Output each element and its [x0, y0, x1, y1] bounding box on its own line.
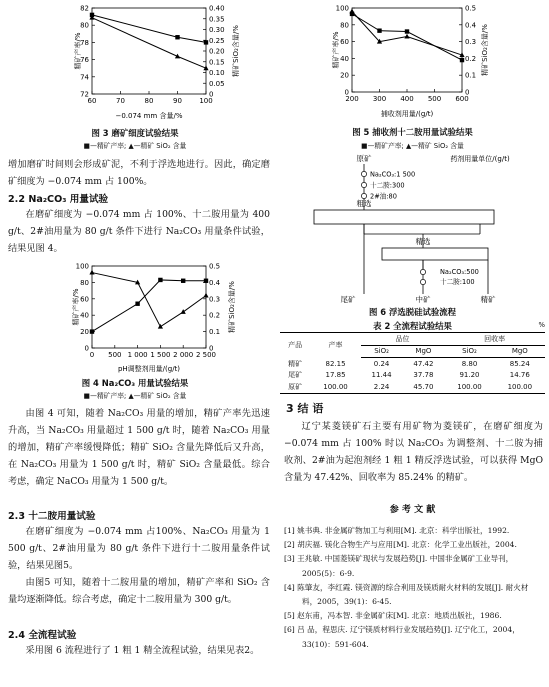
- paragraph-grinding-conclusion: 增加磨矿时间则会形成矿泥，不利于浮选地进行。因此，确定磨矿细度为 −0.074 mm 占 100%。: [8, 159, 270, 187]
- table2-subheader: SiO₂: [444, 345, 494, 358]
- fig4-ylabel-left: 精矿产率/%: [72, 288, 80, 326]
- y-tick-label-right: 0.3: [465, 38, 477, 47]
- y-tick-label-right: 0.10: [209, 69, 225, 77]
- data-point-triangle: [89, 270, 94, 275]
- x-tick-label: 2 500: [195, 351, 217, 359]
- y-tick-label-right: 0: [465, 88, 470, 97]
- heading-3-conclusion: 3 结 语: [286, 402, 324, 415]
- flow-cleaner-reagent-1: Na₂CO₃:500: [440, 268, 479, 276]
- paragraph-na2co3-setup: 在磨矿细度为 −0.074 mm 占 100%、十二胺用量为 400 g/t、2#油用量为 80 g/t 条件下进行 Na₂CO₃ 用量条件试验，结果见图 4。: [8, 209, 270, 254]
- x-tick-label: 200: [345, 95, 359, 103]
- reference-item: [6] 吕 品，程思庆. 辽宁镁质材料行业发展趋势[J]. 辽宁化工，2004，33(10)：591-604.: [284, 625, 520, 649]
- table-cell: 精矿: [288, 359, 303, 368]
- x-tick-label: 100: [199, 97, 213, 105]
- flow-rougher-dosing: [361, 171, 415, 201]
- series-line-triangle: [92, 18, 206, 69]
- x-tick-label: 90: [173, 97, 182, 105]
- x-tick-label: 1 000: [127, 351, 148, 359]
- flow-dose-point-4: [420, 269, 425, 274]
- y-tick-label-left: 80: [80, 21, 89, 30]
- fig5-caption: 图 5 捕收剂十二胺用量试验结果: [352, 127, 473, 137]
- table-cell: 100.00: [310, 381, 360, 393]
- flow-concentrate-label: 精矿: [480, 295, 496, 304]
- flow-dose-point-3: [361, 193, 366, 198]
- series-line-square: [92, 15, 206, 43]
- fig4-plot-frame: [92, 266, 206, 348]
- table-row: [280, 370, 545, 382]
- y-tick-label-left: 72: [80, 90, 89, 99]
- reference-item: [3] 王兆敏. 中国菱镁矿现状与发展趋势[J]. 中国非金属矿工业导刊，2005(5)：6-9.: [284, 554, 514, 578]
- y-tick-label-left: 60: [80, 295, 89, 304]
- table2-header-product: 产品: [280, 333, 310, 358]
- reference-item: [1] 姚书典. 非金属矿物加工与利用[M]. 北京：科学出版社，1992.: [284, 526, 510, 535]
- paragraph-na2co3-discussion: 由图 4 可知，随着 Na₂CO₃ 用量的增加，精矿产率先迅速升高，当 Na₂CO₃ 用量超过 1 500 g/t 时，随着 Na₂CO₃ 用量的增加，精矿产率缓慢降低；精矿 SiO₂ 含量先降低后又升高，在 Na₂CO₃ 用量为 1 500 g/t 时，精矿 SiO₂ 含量最低。综合考虑，确定 NaCO₃ 用量为 1 500 g/t。: [8, 408, 270, 487]
- y-tick-label-right: 0.1: [465, 71, 477, 80]
- y-tick-label-left: 40: [80, 311, 89, 320]
- y-tick-label-left: 74: [80, 73, 89, 82]
- y-tick-label-left: 80: [340, 21, 349, 30]
- y-tick-label-right: 0.4: [209, 278, 221, 287]
- flow-tailings-label: 尾矿: [340, 295, 356, 304]
- y-tick-label-right: 0.2: [209, 311, 221, 320]
- fig3-plot-frame: [92, 8, 206, 94]
- fig3-ylabel-right: 精矿SiO₂含量/%: [232, 25, 240, 77]
- flow-cleaner-reagent-2: 十二胺:100: [440, 278, 475, 286]
- data-point-square: [405, 29, 409, 33]
- data-point-triangle: [158, 324, 163, 329]
- x-tick-label: 80: [144, 97, 154, 105]
- flow-rougher-reagent-2: 十二胺:300: [370, 181, 405, 190]
- y-tick-label-left: 80: [80, 278, 89, 287]
- x-tick-label: 1 500: [150, 351, 171, 359]
- fig4-legend: ■—精矿产率; ▲—精矿 SiO₂ 含量: [83, 392, 187, 400]
- y-tick-label-right: 0.5: [209, 262, 221, 271]
- y-tick-label-left: 82: [80, 4, 89, 13]
- fig4-xlabel: pH调整剂用量/(g/t): [117, 365, 181, 373]
- x-tick-label: 400: [400, 95, 414, 103]
- table-cell: 尾矿: [288, 371, 303, 380]
- heading-2-3: 2.3 十二胺用量试验: [8, 511, 96, 522]
- flow-middlings-label: 中矿: [415, 295, 431, 304]
- heading-2-4: 2.4 全流程试验: [8, 630, 77, 641]
- y-tick-label-right: 0.40: [209, 4, 225, 13]
- reference-item: [2] 胡庆福. 镁化合物生产与应用[M]. 北京：化学工业出版社，2004.: [284, 540, 517, 550]
- y-tick-label-right: 0.05: [209, 79, 225, 88]
- table-cell: 100.00: [444, 381, 494, 393]
- flow-rougher-reagent-3: 2#油:80: [370, 192, 397, 201]
- table-cell: 82.15: [325, 359, 346, 368]
- data-point-square: [175, 35, 179, 39]
- y-tick-label-left: 60: [340, 38, 349, 47]
- y-tick-label-right: 0: [209, 344, 214, 353]
- table-cell: 45.70: [403, 381, 445, 393]
- data-point-square: [90, 329, 94, 333]
- references-title: 参 考 文 献: [389, 505, 436, 515]
- fig3-caption: 图 3 磨矿细度试验结果: [91, 128, 179, 138]
- data-point-triangle: [404, 34, 409, 39]
- fig3-legend: ■—精矿产率; ▲—精矿 SiO₂ 含量: [83, 142, 187, 150]
- flow-cleaner-dosing: [420, 268, 478, 286]
- table-cell: 100.00: [495, 381, 545, 393]
- flow-cleaner-label: 精选: [415, 237, 431, 246]
- y-tick-label-left: 100: [335, 4, 349, 13]
- flow-dose-point-5: [420, 279, 425, 284]
- y-tick-label-left: 76: [80, 56, 89, 65]
- figure-4-chart: [0, 260, 270, 376]
- y-tick-label-right: 0.5: [465, 4, 477, 13]
- rougher-cell: [314, 210, 494, 224]
- y-tick-label-right: 0.35: [209, 15, 225, 24]
- table-cell: 91.20: [459, 371, 480, 380]
- series-line-square: [92, 280, 206, 332]
- x-tick-label: 600: [455, 95, 469, 103]
- data-point-square: [158, 278, 162, 282]
- data-point-square: [135, 302, 139, 306]
- y-tick-label-right: 0.15: [209, 58, 225, 67]
- y-tick-label-right: 0.20: [209, 47, 225, 56]
- x-tick-label: 2 000: [173, 351, 194, 359]
- fig3-ylabel-left: 精矿产率/%: [74, 32, 82, 70]
- y-tick-label-right: 0.4: [465, 21, 477, 30]
- y-tick-label-right: 0: [209, 90, 214, 99]
- y-tick-label-right: 0.3: [209, 295, 221, 304]
- y-tick-label-right: 0.1: [209, 328, 221, 337]
- table2-header-yield: 产率: [310, 333, 360, 358]
- figure-3-chart: [0, 0, 270, 130]
- y-tick-label-right: 0.2: [465, 54, 477, 63]
- table-cell: 37.78: [413, 371, 434, 380]
- table2-header-grade: 品位: [361, 333, 445, 346]
- table-cell: 17.85: [325, 371, 346, 380]
- table2-title: 表 2 全流程试验结果: [373, 321, 452, 331]
- paragraph-amine-discussion: 由图5 可知，随着十二胺用量的增加，精矿产率和 SiO₂ 含量均逐渐降低。综合考虑，确定十二胺用量为 300 g/t。: [8, 577, 270, 605]
- table2-subheader: MgO: [403, 345, 445, 358]
- flow-feed-label: 原矿: [356, 154, 372, 163]
- flow-unit-note: 药剂用量单位/(g/t): [450, 155, 510, 163]
- table-cell: 11.44: [371, 371, 392, 380]
- cleaner-cell: [382, 248, 488, 260]
- references-list: [284, 524, 543, 652]
- data-point-square: [181, 279, 185, 283]
- reference-item: [5] 赵东甫，冯本智. 非金属矿床[M]. 北京：地质出版社，1986.: [284, 611, 502, 621]
- y-tick-label-left: 40: [340, 54, 349, 63]
- data-point-square: [377, 28, 381, 32]
- fig5-ylabel-left: 精矿产率/%: [332, 31, 340, 69]
- table2-header-recovery: 回收率: [444, 333, 545, 346]
- y-tick-label-right: 0.30: [209, 26, 225, 34]
- fig5-xlabel: 捕收剂用量/(g/t): [380, 110, 434, 118]
- x-tick-label: 300: [372, 95, 387, 103]
- fig4-ylabel-right: 精矿SiO₂含量/%: [228, 281, 236, 333]
- table2-subheader: MgO: [495, 345, 545, 358]
- heading-2-2: 2.2 Na₂CO₃ 用量试验: [8, 194, 109, 205]
- y-tick-label-left: 0: [344, 88, 349, 97]
- table-cell: 原矿: [280, 381, 310, 393]
- table2-subheader: SiO₂: [361, 345, 403, 358]
- table-cell: 8.80: [461, 359, 478, 368]
- figure-5-chart: [280, 0, 545, 122]
- y-tick-label-left: 20: [80, 328, 89, 337]
- flow-rougher-label: 粗选: [356, 199, 372, 208]
- data-point-triangle: [181, 309, 186, 314]
- table-cell: 85.24: [509, 359, 530, 368]
- fig5-ylabel-right: 精矿SiO₂含量/%: [481, 24, 489, 76]
- paragraph-conclusion: 辽宁某菱镁矿石主要有用矿物为菱镁矿，在磨矿细度为 −0.074 mm 占 100% 时以 Na₂CO₃ 为调整剂、十二胺为捕收剂、2#油为起泡剂经 1 粗 1 精反浮选试验，可以获得 MgO 含量为 47.42%、回收率为 85.24% 的精矿。: [284, 421, 543, 483]
- x-tick-label: 500: [427, 95, 442, 103]
- y-tick-label-left: 0: [84, 344, 89, 353]
- x-tick-label: 60: [87, 97, 97, 105]
- table-cell: 14.76: [509, 371, 530, 380]
- data-point-triangle: [349, 9, 354, 14]
- y-tick-label-left: 20: [340, 71, 349, 80]
- paragraph-full-flow: 采用图 6 流程进行了 1 粗 1 精全流程试验，结果见表2。: [25, 645, 260, 656]
- figure-6-flowsheet: [280, 154, 545, 304]
- fig4-caption: 图 4 Na₂CO₃ 用量试验结果: [81, 378, 189, 388]
- table-cell: 0.24: [373, 359, 390, 368]
- x-tick-label: 500: [108, 351, 122, 359]
- table2-unit: %: [538, 321, 545, 329]
- y-tick-label-right: 0.25: [209, 36, 225, 45]
- table-cell: 2.24: [361, 381, 403, 393]
- table-row: [280, 381, 545, 393]
- fig3-xlabel: −0.074 mm 含量/%: [115, 112, 183, 120]
- data-point-square: [204, 40, 208, 44]
- table-row: [280, 358, 545, 370]
- table-cell: 47.42: [413, 359, 434, 368]
- x-tick-label: 70: [116, 97, 125, 105]
- x-tick-label: 0: [89, 351, 95, 359]
- paragraph-amine-setup: 在磨矿细度为 −0.074 mm 占100%、Na₂CO₃ 用量为 1 500 g/t、2#油用量为 80 g/t 条件下进行十二胺用量条件试验，结果见图5。: [8, 526, 270, 571]
- data-point-triangle: [203, 293, 208, 298]
- data-point-square: [460, 58, 464, 62]
- fig5-legend: ■—精矿产率; ▲—精矿 SiO₂ 含量: [361, 142, 464, 150]
- data-point-square: [204, 279, 208, 283]
- reference-item: [4] 陈肇友，李红霞. 镁资源的综合利用及镁质耐火材料的发展[J]. 耐火材料，2005，39(1)：6-45.: [284, 582, 529, 607]
- flow-rougher-reagent-1: Na₂CO₃:1 500: [370, 170, 416, 179]
- flow-dose-point-2: [361, 182, 366, 187]
- fig6-caption: 图 6 浮选脱硅试验流程: [368, 307, 457, 317]
- y-tick-label-left: 100: [75, 262, 89, 271]
- flow-dose-point-1: [361, 171, 366, 176]
- y-tick-label-left: 78: [80, 38, 89, 47]
- results-table: [280, 332, 545, 394]
